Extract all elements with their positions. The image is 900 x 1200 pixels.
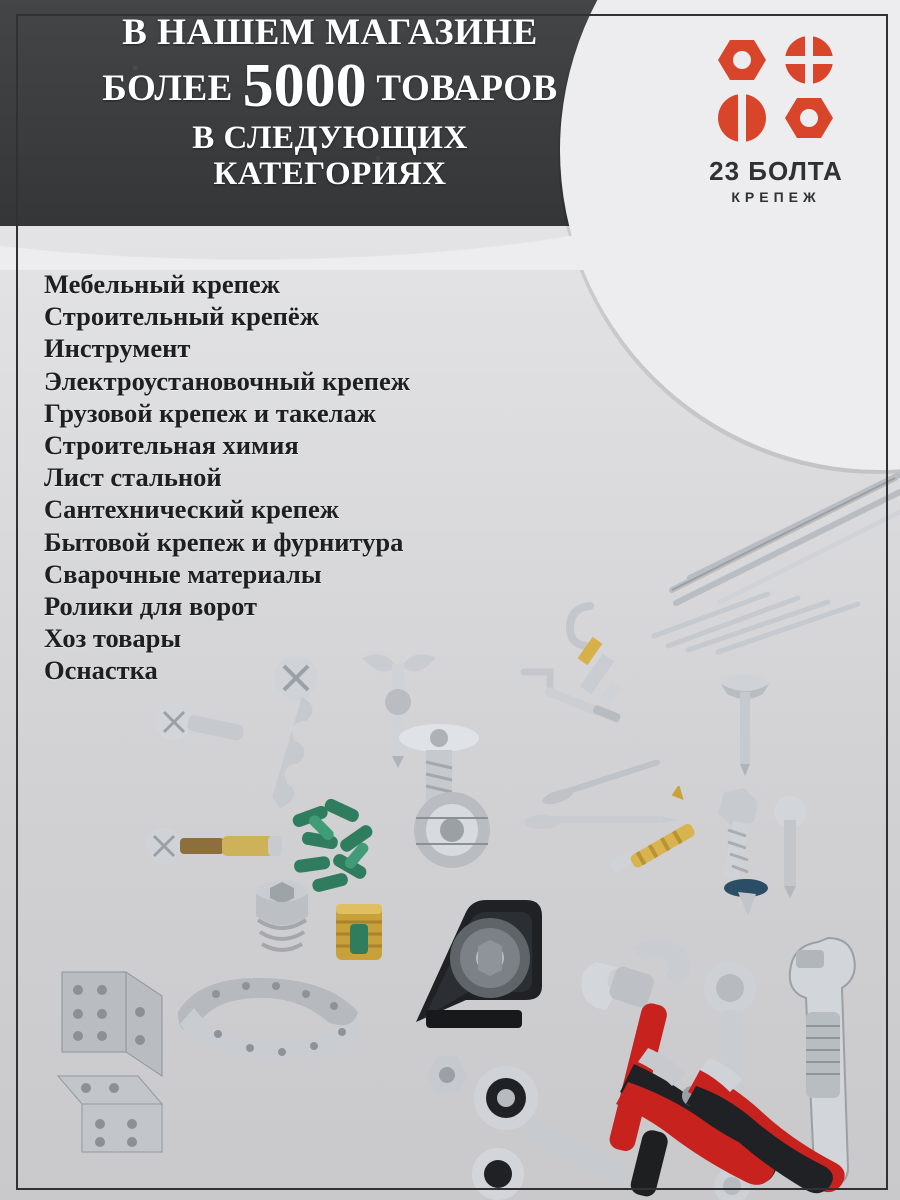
list-item: Инструмент bbox=[44, 333, 191, 364]
confirmat-screw bbox=[152, 696, 262, 816]
headline-suffix: ТОВАРОВ bbox=[376, 67, 558, 109]
washer-icon bbox=[783, 34, 835, 86]
list-item: Хоз товары bbox=[44, 623, 182, 654]
bolt-head-icon bbox=[718, 94, 766, 142]
list-item: Строительная химия bbox=[44, 429, 299, 460]
hex-nut-icon bbox=[718, 40, 766, 80]
l-anchor-bolt bbox=[514, 660, 634, 750]
logo-marks bbox=[717, 34, 835, 146]
headline-prefix: БОЛЕЕ bbox=[102, 67, 233, 109]
hex-bolt-icon bbox=[785, 98, 833, 138]
list-item: Ролики для ворот bbox=[44, 590, 257, 621]
logo-icon-group bbox=[717, 34, 835, 146]
ratchet-socket-wrench bbox=[452, 1056, 652, 1200]
list-item: Строительный крепёж bbox=[44, 301, 319, 332]
list-item: Электроустановочный крепеж bbox=[44, 365, 410, 396]
list-item: Лист стальной bbox=[44, 462, 222, 493]
headline-line-4: КАТЕГОРИЯХ bbox=[213, 155, 447, 192]
page-title bbox=[0, 14, 660, 191]
brand-logo bbox=[686, 34, 866, 205]
list-item: Сантехнический крепеж bbox=[44, 494, 339, 525]
list-item: Оснастка bbox=[44, 655, 158, 686]
logo-subtitle: КРЕПЕЖ bbox=[731, 189, 821, 205]
welding-electrode-tips bbox=[648, 576, 878, 656]
headline-number: 5000 bbox=[242, 51, 367, 120]
headline-line-3: В СЛЕДУЮЩИХ bbox=[192, 119, 468, 156]
perforated-angle-bracket bbox=[42, 956, 242, 1166]
headline-line-2 bbox=[0, 51, 660, 120]
list-item: Грузовой крепеж и такелаж bbox=[44, 397, 377, 428]
logo-name: 23 БОЛТА bbox=[709, 156, 843, 186]
long-nose-pliers bbox=[680, 1040, 880, 1200]
category-list bbox=[44, 268, 410, 686]
headline-line-1: В НАШЕМ МАГАЗИНЕ bbox=[122, 12, 538, 53]
list-item: Бытовой крепеж и фурнитура bbox=[44, 526, 404, 557]
list-item: Сварочные материалы bbox=[44, 558, 322, 589]
list-item: Мебельный крепеж bbox=[44, 269, 280, 299]
rivet bbox=[756, 790, 826, 900]
